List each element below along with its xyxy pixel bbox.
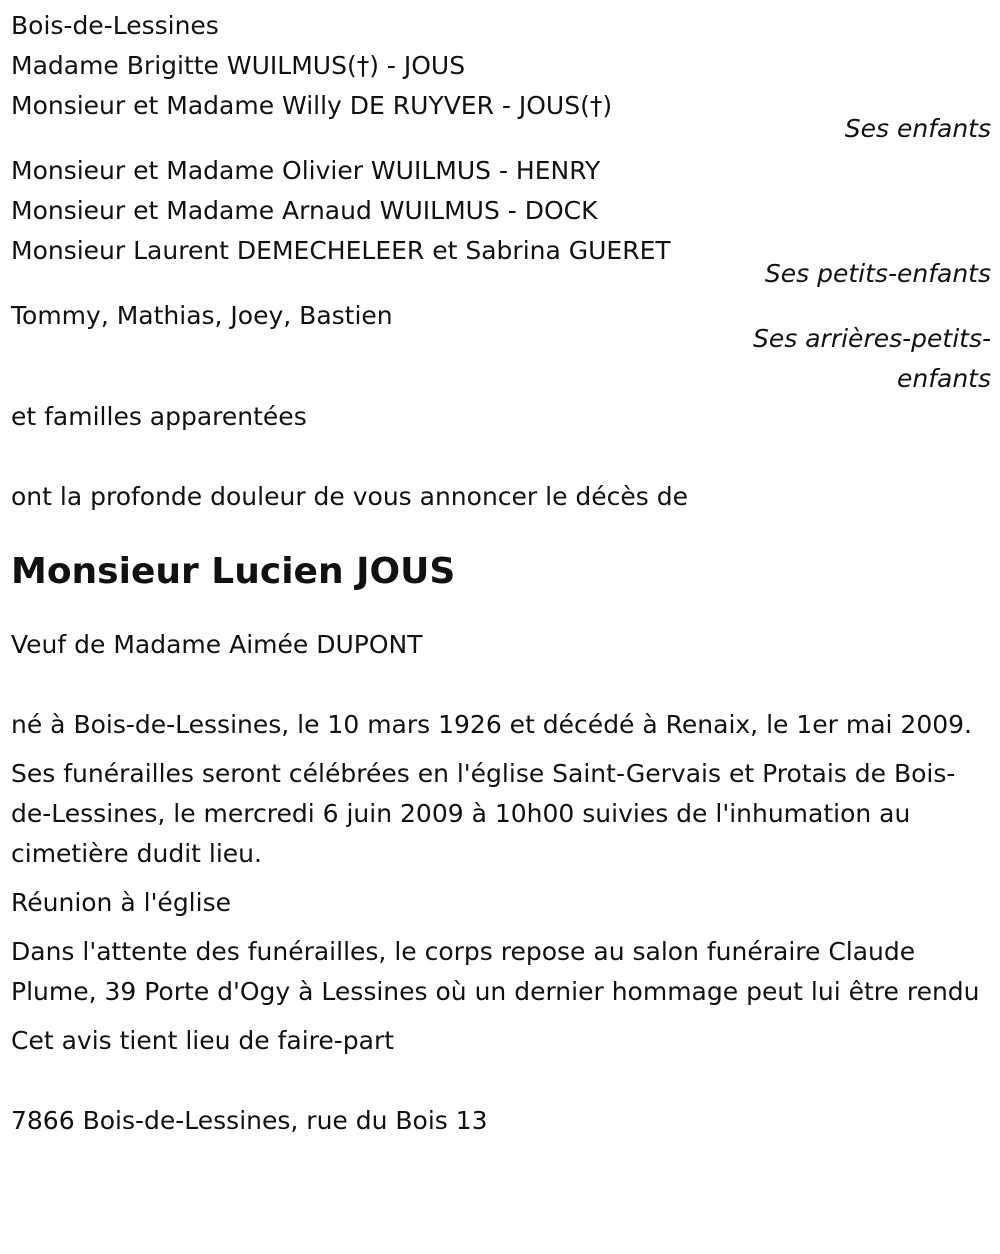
birth-death-text: né à Bois-de-Lessines, le 10 mars 1926 et décédé à Renaix, le 1er mai 2009. [11, 710, 972, 739]
meeting-text: Réunion à l'église [11, 888, 231, 917]
great-grandchildren-label-line2: enfants [896, 364, 991, 393]
children-label: Ses enfants [844, 114, 991, 143]
children-section [11, 46, 991, 149]
announcement-text: ont la profonde douleur de vous annoncer le décès de [11, 482, 689, 511]
obituary-notice [11, 6, 991, 1141]
great-grandchildren-section [11, 296, 991, 399]
grandchild-name: Monsieur Laurent DEMECHELEER et Sabrina GUERET [11, 236, 671, 265]
great-grandchildren-label-line1: Ses arrières-petits- [753, 324, 991, 353]
widow-of-line: Veuf de Madame Aimée DUPONT [11, 630, 423, 659]
funeral-text: Ses funérailles seront célébrées en l'église Saint-Gervais et Protais de Bois-de-Lessines, le mercredi 6 juin 2009 à 10h00 suivies de l'inhumation au cimetière dudit lieu. [11, 759, 956, 868]
address-line: 7866 Bois-de-Lessines, rue du Bois 13 [11, 1106, 488, 1135]
child-name: Monsieur et Madame Willy DE RUYVER - JOUS(†) [11, 91, 613, 120]
great-grandchild-names: Tommy, Mathias, Joey, Bastien [11, 301, 393, 330]
grandchildren-section [11, 151, 991, 294]
child-name: Madame Brigitte WUILMUS(†) - JOUS [11, 51, 466, 80]
families-line: et familles apparentées [11, 402, 307, 431]
deceased-name: Monsieur Lucien JOUS [11, 551, 456, 592]
location-header: Bois-de-Lessines [11, 11, 219, 40]
grandchild-name: Monsieur et Madame Olivier WUILMUS - HENRY [11, 156, 601, 185]
notice-text: Cet avis tient lieu de faire-part [11, 1026, 395, 1055]
grandchildren-label: Ses petits-enfants [764, 259, 991, 288]
repose-text: Dans l'attente des funérailles, le corps repose au salon funéraire Claude Plume, 39 Porte d'Ogy à Lessines où un dernier hommage peut lui être rendu [11, 937, 980, 1006]
grandchild-name: Monsieur et Madame Arnaud WUILMUS - DOCK [11, 196, 598, 225]
